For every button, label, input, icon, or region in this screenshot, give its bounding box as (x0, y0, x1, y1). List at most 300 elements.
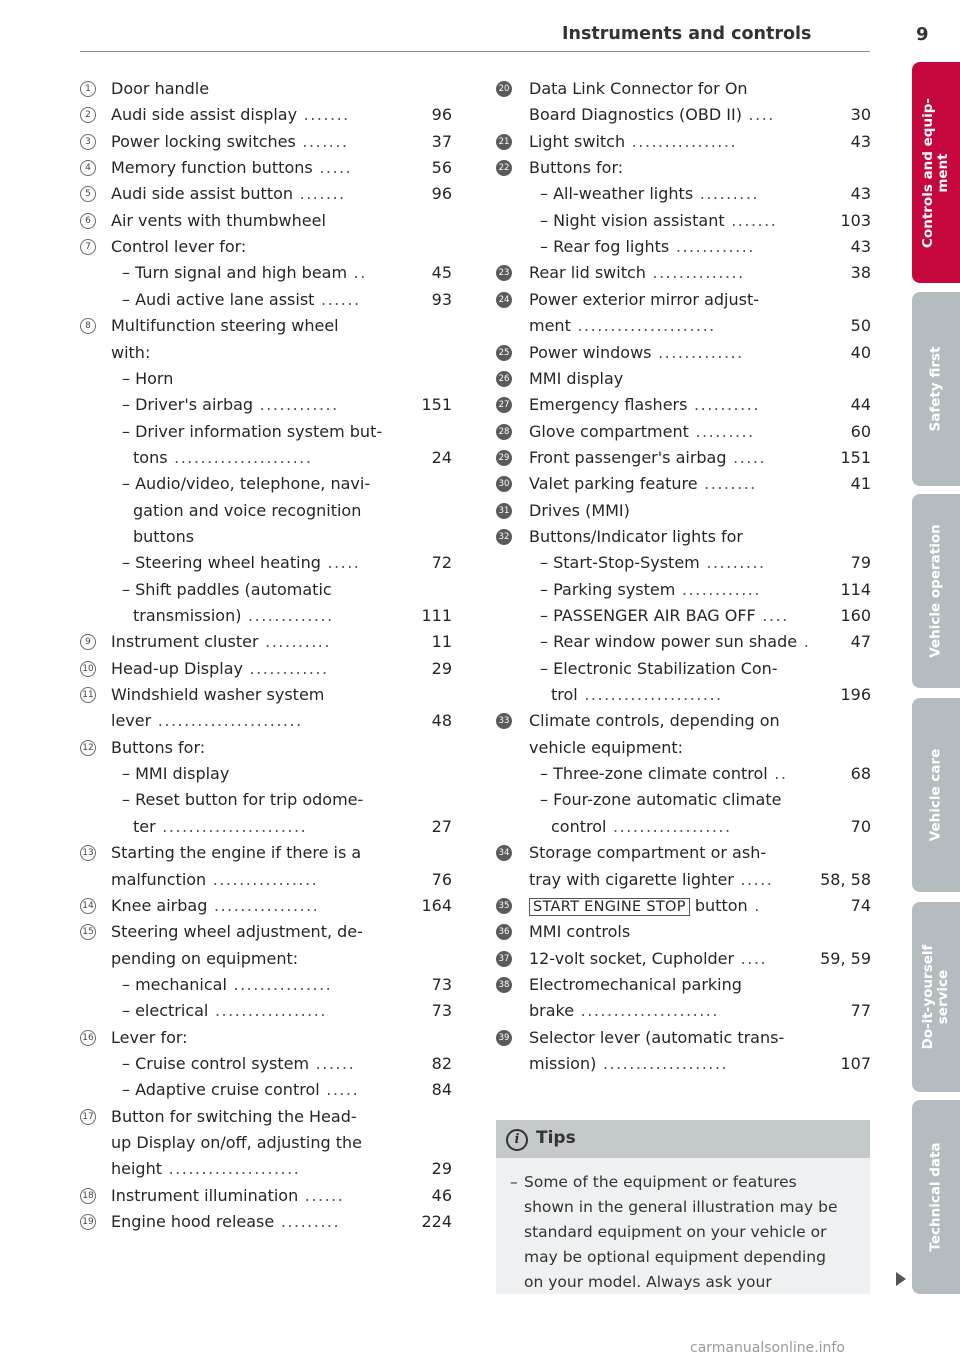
legend-line (496, 1051, 871, 1077)
callout-number: 2 (80, 107, 96, 123)
callout-number: 19 (80, 1214, 96, 1230)
header-rule (80, 51, 870, 52)
legend-line (496, 972, 871, 998)
page-reference[interactable]: 73 (431, 974, 452, 994)
page-reference[interactable]: 79 (850, 553, 871, 573)
legend-line (80, 893, 460, 919)
page-reference[interactable]: 224 (421, 1212, 452, 1232)
legend-line (80, 498, 460, 524)
page-reference[interactable]: 48 (431, 711, 452, 731)
legend-text: Audi side assist button (111, 184, 294, 204)
legend-line (80, 787, 460, 813)
callout-number: 21 (496, 134, 512, 150)
legend-text: Glove compartment (529, 421, 689, 441)
leader-dots: ............. (241, 606, 334, 625)
legend-line (496, 419, 871, 445)
callout-number: 25 (496, 345, 512, 361)
legend-line (80, 313, 460, 339)
leader-dots: . (797, 632, 811, 652)
callout-number: 27 (496, 397, 512, 413)
callout-number: 24 (496, 292, 512, 308)
tips-line (510, 1170, 860, 1195)
callout-number: 38 (496, 977, 512, 993)
page-reference[interactable]: 77 (850, 1001, 871, 1021)
legend-text: tons (133, 447, 168, 467)
page-reference[interactable]: 56 (431, 158, 452, 178)
page-reference[interactable]: 107 (840, 1053, 871, 1073)
legend-line (496, 102, 871, 128)
page-reference[interactable]: 84 (431, 1080, 452, 1100)
page-reference[interactable]: 76 (431, 869, 452, 889)
legend-line (496, 340, 871, 366)
legend-text: Board Diagnostics (OBD II) (529, 105, 742, 125)
leader-dots: ..................... (167, 447, 313, 467)
legend-line (80, 445, 460, 471)
legend-line (80, 735, 460, 761)
legend-text: MMI display (529, 368, 624, 388)
legend-text: – MMI display (122, 764, 230, 784)
legend-line (496, 629, 871, 655)
legend-line (80, 972, 460, 998)
legend-text: – Audio/video, telephone, navi- (122, 474, 371, 494)
legend-text: Light switch (529, 131, 626, 151)
callout-number: 18 (80, 1188, 96, 1204)
callout-number: 32 (496, 529, 512, 545)
page-reference[interactable]: 60 (850, 421, 871, 441)
chapter-tab-label: Controls and equip- ment (920, 97, 951, 248)
leader-dots: .................. (606, 816, 732, 836)
legend-text: – Turn signal and high beam (122, 263, 348, 283)
leader-dots: ...... (298, 1185, 345, 1205)
legend-line (496, 603, 871, 629)
legend-line (80, 814, 460, 840)
legend-text: Engine hood release (111, 1212, 275, 1232)
legend-line (496, 919, 871, 945)
legend-line (496, 471, 871, 497)
legend-line (496, 287, 871, 313)
legend-text: – Night vision assistant (540, 210, 725, 230)
page-reference[interactable]: 11 (431, 632, 452, 652)
legend-text: – Driver's airbag (122, 395, 254, 415)
legend-line (80, 550, 460, 576)
legend-line (80, 76, 460, 102)
leader-dots: ...................... (155, 816, 308, 836)
tips-text: Some of the equipment or features (524, 1173, 797, 1191)
legend-text: – PASSENGER AIR BAG OFF (540, 606, 756, 625)
page-reference[interactable]: 164 (421, 895, 452, 915)
legend-line (80, 155, 460, 181)
leader-dots: ...................... (151, 711, 303, 731)
leader-dots: ......... (693, 184, 760, 204)
legend-line (80, 1183, 460, 1209)
legend-line (80, 208, 460, 234)
tips-text: on your model. Always ask your (524, 1273, 772, 1291)
page-reference[interactable]: 41 (850, 474, 871, 494)
legend-text: gation and voice recognition (133, 500, 362, 520)
page-reference[interactable]: 72 (431, 553, 452, 573)
legend-line (80, 419, 460, 445)
legend-text: – Cruise control system (122, 1053, 310, 1073)
chapter-tab[interactable] (912, 62, 960, 283)
legend-line (80, 656, 460, 682)
legend-text: – mechanical (122, 974, 227, 994)
leader-dots: ............ (253, 395, 339, 415)
legend-text: Buttons/Indicator lights for (529, 526, 743, 546)
legend-text: – Horn (122, 368, 174, 388)
legend-line (80, 1077, 460, 1103)
page-reference[interactable]: 96 (431, 184, 452, 204)
legend-line (80, 366, 460, 392)
leader-dots: . (747, 895, 761, 915)
callout-number: 30 (496, 476, 512, 492)
legend-text: Rear lid switch (529, 263, 646, 283)
callout-number: 31 (496, 503, 512, 519)
legend-text: – All-weather lights (540, 184, 694, 204)
legend-line (80, 260, 460, 286)
leader-dots: ..... (320, 553, 361, 573)
page-reference[interactable]: 160 (840, 606, 871, 625)
legend-text: Storage compartment or ash- (529, 843, 767, 863)
legend-line (496, 787, 871, 813)
leader-dots: ........ (697, 474, 757, 494)
legend-text: Selector lever (automatic trans- (529, 1027, 785, 1047)
legend-text: Head-up Display (111, 658, 243, 678)
callout-number: 26 (496, 371, 512, 387)
callout-number: 28 (496, 424, 512, 440)
legend-line (496, 392, 871, 418)
callout-number: 13 (80, 845, 96, 861)
callout-number: 6 (80, 213, 96, 229)
callout-number: 22 (496, 160, 512, 176)
legend-line (80, 234, 460, 260)
tips-line (510, 1270, 860, 1295)
page-reference[interactable]: 70 (850, 816, 871, 836)
page-reference[interactable]: 43 (850, 131, 871, 151)
legend-text: – Electronic Stabilization Con- (540, 658, 778, 678)
chapter-tab[interactable] (912, 1100, 960, 1294)
leader-dots: ..................... (570, 316, 716, 336)
footer-watermark: carmanualsonline.info (690, 1340, 845, 1356)
page-reference[interactable]: 37 (431, 131, 452, 151)
callout-number: 17 (80, 1109, 96, 1125)
callout-number: 1 (80, 81, 96, 97)
page-reference[interactable]: 196 (840, 685, 871, 705)
leader-dots: .. (347, 263, 367, 283)
legend-text: Instrument cluster (111, 632, 259, 652)
legend-line (80, 181, 460, 207)
tips-line (510, 1195, 860, 1220)
page-reference[interactable]: 82 (431, 1053, 452, 1073)
legend-line (496, 155, 871, 181)
legend-line (496, 208, 871, 234)
legend-text: with: (111, 342, 151, 362)
page-reference[interactable]: 59, 59 (820, 948, 871, 968)
leader-dots: ................. (208, 1001, 327, 1021)
legend-line (496, 656, 871, 682)
legend-text: – Shift paddles (automatic (122, 579, 332, 599)
legend-line (80, 1104, 460, 1130)
callout-number: 5 (80, 186, 96, 202)
page-reference[interactable]: 151 (421, 395, 452, 415)
legend-line (496, 76, 871, 102)
legend-text: trol (551, 685, 578, 705)
leader-dots: ..... (733, 869, 774, 889)
page-reference[interactable]: 96 (431, 105, 452, 125)
leader-dots: ..... (312, 158, 353, 178)
leader-dots: ............ (669, 237, 755, 257)
legend-text: Memory function buttons (111, 158, 313, 178)
leader-dots: .... (755, 606, 789, 625)
callout-number: 34 (496, 845, 512, 861)
leader-dots: ............. (651, 342, 744, 362)
legend-text: Climate controls, depending on (529, 711, 780, 731)
leader-dots: ................ (207, 895, 320, 915)
legend-text: – Adaptive cruise control (122, 1080, 320, 1100)
page-reference[interactable]: 24 (431, 447, 452, 467)
legend-line (496, 946, 871, 972)
legend-text: Knee airbag (111, 895, 208, 915)
chapter-tab[interactable] (912, 698, 960, 892)
legend-text: Buttons for: (111, 737, 206, 757)
page-reference[interactable]: 93 (431, 289, 452, 309)
legend-line (496, 1025, 871, 1051)
legend-text: Instrument illumination (111, 1185, 299, 1205)
callout-number: 33 (496, 713, 512, 729)
page-reference[interactable]: 151 (840, 447, 871, 467)
legend-line (496, 814, 871, 840)
tips-title: Tips (536, 1128, 576, 1148)
legend-line (80, 471, 460, 497)
tips-box (496, 1120, 870, 1294)
chapter-tab-label: Do-it-yourself service (920, 944, 951, 1050)
page-reference[interactable]: 44 (850, 395, 871, 415)
legend-line (496, 234, 871, 260)
chapter-tab-label: Vehicle care (927, 748, 944, 842)
callout-number: 11 (80, 687, 96, 703)
leader-dots: ...... (309, 1053, 356, 1073)
legend-text: – Driver information system but- (122, 421, 383, 441)
page-reference[interactable]: 47 (850, 632, 871, 652)
leader-dots: ..................... (577, 685, 723, 705)
legend-text: height (111, 1159, 162, 1179)
leader-dots: .... (734, 948, 768, 968)
leader-dots: ................ (206, 869, 319, 889)
chapter-tab[interactable] (912, 292, 960, 486)
legend-text: brake (529, 1001, 575, 1021)
leader-dots: .. (767, 764, 788, 784)
page-reference[interactable]: 46 (431, 1185, 452, 1205)
legend-suffix: button (689, 895, 748, 915)
legend-line (80, 392, 460, 418)
chapter-tab[interactable] (912, 902, 960, 1092)
chapter-tab-label: Safety first (927, 346, 944, 432)
legend-text: Electromechanical parking (529, 974, 742, 994)
legend-text: Drives (MMI) (529, 500, 630, 520)
legend-line (80, 287, 460, 313)
legend-line (496, 840, 871, 866)
legend-text: Windshield washer system (111, 685, 325, 705)
legend-text: ter (133, 816, 156, 836)
legend-line (496, 735, 871, 761)
legend-line (80, 1156, 460, 1182)
page-reference[interactable]: 40 (850, 342, 871, 362)
tips-line (510, 1220, 860, 1245)
legend-line (80, 998, 460, 1024)
legend-line (80, 1025, 460, 1051)
continue-arrow-icon[interactable] (896, 1272, 906, 1286)
legend-line (80, 102, 460, 128)
legend-text: – electrical (122, 1001, 209, 1021)
tips-header (496, 1120, 870, 1158)
legend-text: – Rear window power sun shade (540, 632, 798, 652)
legend-line (496, 260, 871, 286)
legend-line (80, 629, 460, 655)
page-reference[interactable]: 43 (850, 184, 871, 204)
page-reference[interactable]: 29 (431, 658, 452, 678)
leader-dots: ................... (596, 1053, 729, 1073)
leader-dots: ............... (226, 974, 333, 994)
page-reference[interactable]: 68 (850, 764, 871, 784)
legend-line (80, 603, 460, 629)
legend-line (80, 524, 460, 550)
legend-text: Power windows (529, 342, 652, 362)
legend-line (80, 1051, 460, 1077)
callout-number: 9 (80, 634, 96, 650)
leader-dots: .............. (645, 263, 745, 283)
legend-text: up Display on/off, adjusting the (111, 1133, 362, 1152)
page-reference[interactable]: 103 (840, 210, 871, 230)
legend-line (496, 181, 871, 207)
page-reference[interactable]: 58, 58 (820, 869, 871, 889)
tips-line (510, 1245, 860, 1270)
legend-line (496, 524, 871, 550)
legend-text: Steering wheel adjustment, de- (111, 922, 363, 942)
leader-dots: ......... (688, 421, 755, 441)
leader-dots: .......... (687, 395, 760, 415)
legend-line (496, 445, 871, 471)
leader-dots: .... (741, 105, 775, 125)
legend-text: mission) (529, 1053, 597, 1073)
chapter-tab[interactable] (912, 494, 960, 688)
page-reference[interactable]: 74 (850, 895, 871, 915)
page-reference[interactable]: 73 (431, 1001, 452, 1021)
legend-line (80, 682, 460, 708)
page-reference[interactable]: 43 (850, 237, 871, 257)
legend-line (80, 129, 460, 155)
leader-dots: ......... (699, 553, 766, 573)
page-reference[interactable]: 111 (421, 606, 452, 625)
section-title: Instruments and controls (562, 24, 812, 44)
legend-line (496, 998, 871, 1024)
leader-dots: ...... (314, 289, 361, 309)
page-reference[interactable]: 38 (850, 263, 871, 283)
page-reference[interactable]: 50 (850, 316, 871, 336)
legend-text: Valet parking feature (529, 474, 698, 494)
legend-text: 12-volt socket, Cupholder (529, 948, 735, 968)
legend-text: Power locking switches (111, 131, 296, 151)
callout-number: 35 (496, 898, 512, 914)
page-reference[interactable]: 29 (431, 1159, 452, 1179)
callout-number: 10 (80, 661, 96, 677)
legend-line (496, 366, 871, 392)
legend-text: ment (529, 316, 571, 336)
legend-line (80, 340, 460, 366)
page-reference[interactable]: 27 (431, 816, 452, 836)
legend-text: – Three-zone climate control (540, 764, 768, 784)
legend-text: Buttons for: (529, 158, 624, 178)
leader-dots: .................... (162, 1159, 301, 1179)
legend-text: control (551, 816, 607, 836)
legend-text: Lever for: (111, 1027, 188, 1047)
legend-line (496, 893, 871, 919)
callout-number: 4 (80, 160, 96, 176)
legend-line (80, 840, 460, 866)
legend-text: Front passenger's airbag (529, 447, 727, 467)
legend-line (80, 867, 460, 893)
legend-line (496, 867, 871, 893)
page-reference[interactable]: 30 (850, 105, 871, 125)
key-label: START ENGINE STOP (529, 898, 690, 916)
legend-text: – Parking system (540, 579, 676, 599)
page-number: 9 (916, 24, 929, 45)
page-reference[interactable]: 45 (431, 263, 452, 283)
chapter-tab-label: Technical data (927, 1142, 944, 1252)
callout-number: 8 (80, 318, 96, 334)
legend-line (496, 682, 871, 708)
legend-line (80, 708, 460, 734)
legend-text: Power exterior mirror adjust- (529, 289, 760, 309)
legend-text: MMI controls (529, 922, 631, 942)
legend-line (496, 129, 871, 155)
legend-text: buttons (133, 526, 195, 546)
legend-line (80, 946, 460, 972)
legend-text: malfunction (111, 869, 207, 889)
legend-text: – Audi active lane assist (122, 289, 315, 309)
legend-text: Emergency flashers (529, 395, 688, 415)
bullet-dash: – (510, 1173, 518, 1191)
legend-text: – Steering wheel heating (122, 553, 321, 573)
legend-line (80, 761, 460, 787)
page-reference[interactable]: 114 (840, 579, 871, 599)
legend-line (80, 1209, 460, 1235)
legend-text: Control lever for: (111, 237, 247, 257)
legend-text: Button for switching the Head- (111, 1106, 357, 1126)
callout-number: 12 (80, 740, 96, 756)
callout-number: 20 (496, 81, 512, 97)
callout-number: 15 (80, 924, 96, 940)
legend-text: vehicle equipment: (529, 737, 684, 757)
leader-dots: ................ (625, 131, 738, 151)
leader-dots: ....... (295, 131, 349, 151)
legend-text: Multifunction steering wheel (111, 316, 339, 336)
legend-line (496, 761, 871, 787)
leader-dots: ......... (274, 1212, 341, 1232)
leader-dots: ....... (297, 105, 350, 125)
legend-text: lever (111, 711, 152, 731)
callout-number: 7 (80, 239, 96, 255)
leader-dots: ............ (675, 579, 761, 599)
callout-number: 23 (496, 265, 512, 281)
legend-text: Audi side assist display (111, 105, 298, 125)
legend-text: – Four-zone automatic climate (540, 790, 782, 810)
callout-number: 37 (496, 951, 512, 967)
legend-line (496, 498, 871, 524)
callout-number: 14 (80, 898, 96, 914)
leader-dots: ..................... (574, 1001, 719, 1021)
legend-text: Door handle (111, 79, 210, 98)
callout-number: 16 (80, 1030, 96, 1046)
tips-text: may be optional equipment depending (524, 1248, 826, 1266)
